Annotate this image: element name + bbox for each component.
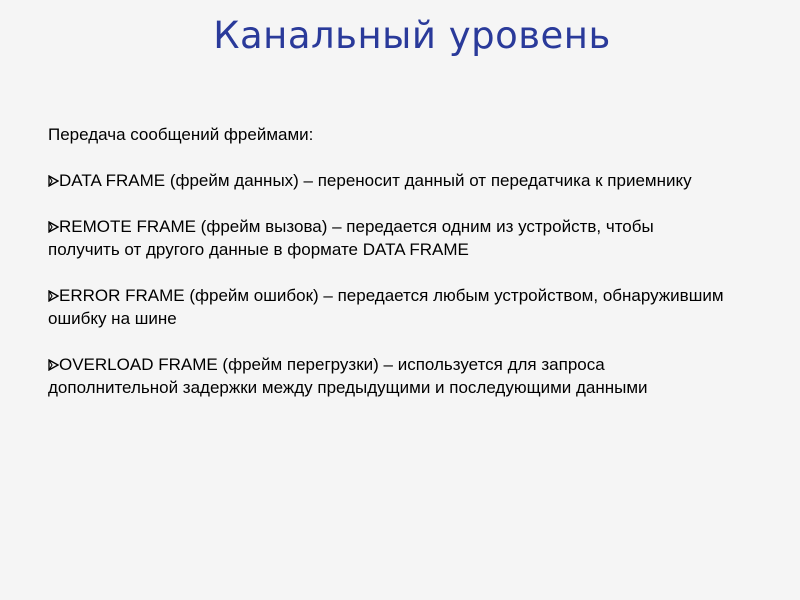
arrowhead-bullet-icon: [48, 175, 59, 187]
arrowhead-bullet-icon: [48, 359, 59, 371]
intro-text: Передача сообщений фреймами:: [48, 125, 314, 144]
slide-content: [48, 123, 728, 422]
slide-title: Канальный уровень: [213, 14, 611, 57]
bullet-item-remote-frame: [48, 215, 728, 261]
arrowhead-bullet-icon: [48, 290, 59, 302]
bullet-text: ERROR FRAME (фрейм ошибок) – передается любым устройством, обнаружившим ошибку на шине: [48, 286, 724, 328]
arrowhead-bullet-icon: [48, 221, 59, 233]
bullet-item-error-frame: [48, 284, 728, 330]
bullet-text: DATA FRAME (фрейм данных) – переносит данный от передатчика к приемнику: [59, 171, 692, 190]
bullet-item-data-frame: [48, 169, 728, 192]
bullet-text: REMOTE FRAME (фрейм вызова) – передается одним из устройств, чтобы получить от другого данные в формате DATA FRAME: [48, 217, 654, 259]
bullet-text: OVERLOAD FRAME (фрейм перегрузки) – используется для запроса дополнительной задержки между предыдущими и последующими данными: [48, 355, 648, 397]
bullet-item-overload-frame: [48, 353, 728, 399]
